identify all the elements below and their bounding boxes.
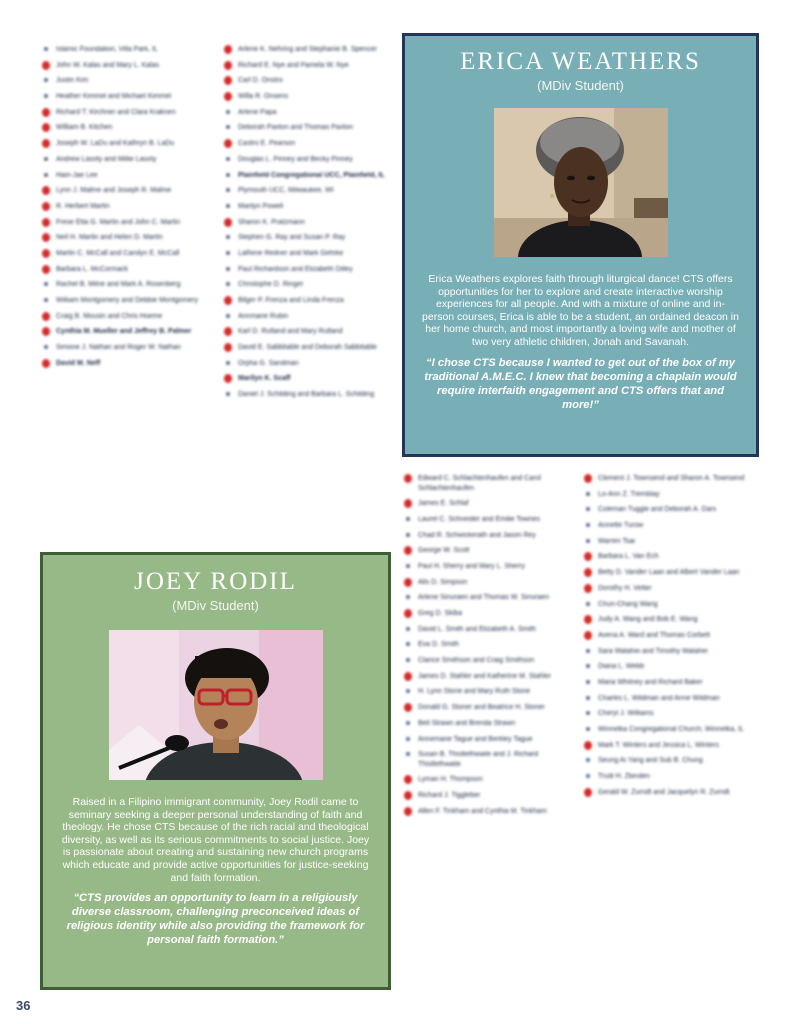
donor-list-item (40, 45, 218, 55)
heart-icon (404, 546, 412, 555)
donor-list-item (402, 640, 580, 650)
donor-list-item (222, 359, 392, 369)
donor-name: Judy A. Wang and Bob E. Wang (598, 616, 698, 624)
heart-icon (42, 139, 50, 148)
donor-name: John W. Kalas and Mary L. Kalas (56, 61, 160, 69)
donor-name: Barbara L. Van Ech (598, 553, 659, 561)
donor-name: James E. Schlaf (418, 500, 469, 508)
donor-list-item (222, 233, 392, 243)
donor-name: Laurel C. Schneider and Emilie Townes (418, 515, 541, 523)
heart-icon (584, 552, 592, 561)
donor-list-item (402, 625, 580, 635)
donor-list-item (402, 562, 580, 572)
donor-name: David L. Smith and Elizabeth A. Smith (418, 625, 536, 633)
bullet-icon (406, 533, 410, 537)
bullet-icon (406, 517, 410, 521)
donor-list-item (222, 327, 392, 337)
donor-list (40, 45, 218, 368)
bullet-icon (406, 595, 410, 599)
donor-name: Maria Whitney and Richard Baker (598, 678, 703, 686)
donor-name: Richard T. Kirchner and Clara Kraknen (56, 108, 176, 116)
donor-name: Martin C. McCall and Carolyn E. McCall (56, 249, 180, 257)
bullet-icon (406, 752, 410, 756)
donor-list-item (222, 249, 392, 259)
donor-name: Justin Kim (56, 77, 89, 85)
donor-list-item (222, 390, 392, 400)
bullet-icon (226, 204, 230, 208)
donor-name: Arlene K. Nehring and Stephanie B. Spencer (238, 46, 377, 53)
donor-name: Neil H. Martin and Helen D. Martin (56, 234, 163, 242)
donor-name: Susan B. Thistlethwaite and J. Richard Thistlethwaite (418, 751, 539, 768)
donor-list-item (402, 546, 580, 556)
heart-icon (224, 139, 232, 148)
donor-list-item (222, 343, 392, 353)
heart-icon (42, 327, 50, 336)
bullet-icon (586, 727, 590, 731)
heart-icon (224, 343, 232, 352)
donor-list-item (402, 750, 580, 769)
bullet-icon (226, 157, 230, 161)
donor-name: Edward C. Schlachtenhaufen and Carol Schlachtenhaufen (418, 475, 541, 492)
donor-list-item (582, 631, 754, 641)
heart-icon (584, 584, 592, 593)
donor-name: Chun-Chang Wang (598, 600, 658, 608)
donor-list-item (402, 499, 580, 509)
profile-name: JOEY RODIL (134, 568, 297, 595)
bullet-icon (406, 689, 410, 693)
donor-list-item (40, 61, 218, 71)
donor-list (582, 474, 754, 797)
donor-name: Arlene Papa (238, 108, 277, 116)
donor-name: Gerald W. Zurndt and Jacquelyn R. Zurndt (598, 788, 730, 796)
donor-list-item (222, 139, 392, 149)
donor-name: Bilger P. Frenza and Linda Frenza (238, 297, 344, 304)
bullet-icon (44, 298, 48, 302)
donor-name: Trudi H. Zbinden (598, 773, 650, 781)
donor-name: Barbara L. McCormack (56, 265, 128, 273)
donor-name: Andrew Lasoty and Millie Lasoty (56, 155, 157, 163)
heart-icon (42, 123, 50, 132)
donor-name: Karl D. Rutland and Mary Rutland (238, 328, 343, 336)
donor-list-item (40, 202, 218, 212)
bullet-icon (406, 737, 410, 741)
donor-name: Annette Turow (598, 522, 644, 530)
donor-name: Christophe D. Ringer (238, 281, 304, 289)
heart-icon (404, 578, 412, 587)
bullet-icon (44, 345, 48, 349)
donor-list-item (402, 474, 580, 493)
donor-list-item (40, 249, 218, 259)
bullet-icon (226, 282, 230, 286)
donor-name: Douglas L. Pinney and Becky Pinney (238, 155, 353, 163)
donor-name: Willa R. Onsens (238, 93, 289, 101)
bullet-icon (226, 110, 230, 114)
donor-list-item (40, 296, 218, 306)
donor-name: Richard J. Tiggleber (418, 792, 481, 800)
donor-name: Avena A. Ward and Thomas Corbett (598, 631, 710, 639)
donor-list-item (402, 807, 580, 817)
donor-name: Alis D. Simpson (418, 578, 468, 586)
donor-list-item (40, 233, 218, 243)
donor-list-item (40, 265, 218, 275)
donor-name: LaRene Redner and Mark Gehrke (238, 249, 344, 257)
heart-icon (42, 61, 50, 70)
donor-name: Betty D. Vander Laan and Albert Vander Laan (598, 569, 740, 577)
donor-name: R. Herbert Martin (56, 202, 110, 210)
donor-name: H. Lynn Stone and Mary Ruth Stone (418, 688, 531, 696)
donor-name: Winnetka Congregational Church, Winnetka, IL (598, 726, 744, 733)
donor-list-item (402, 515, 580, 525)
donor-name: Lynn J. Malme and Joseph R. Malme (56, 187, 172, 195)
donor-list-item (402, 775, 580, 785)
bullet-icon (226, 235, 230, 239)
profile-bio: Raised in a Filipino immigrant community, Joey Rodil came to seminary seeking a deeper personal understanding of faith and theology. He chose CTS because of the rich racial and theological diversity, as well as its serious commitments to social justice. Joey is passionate about creating and sustaining new church programs which educate and provide active opportunities for justice-seeking and faith formation. (61, 796, 370, 884)
profile-bio: Erica Weathers explores faith through liturgical dance! CTS offers opportunities for her to explore and create interactive worship experiences for all people. And with a mixture of online and in-person courses, Erica is able to be a student, an ordained deacon in her home church, and most importantly a loving wife and mother of two very athletic children, Jonah and Savanah. (422, 273, 739, 348)
profile-photo (494, 108, 668, 257)
donor-name: Coleman Tuggle and Deborah A. Dars (598, 506, 717, 514)
bullet-icon (44, 173, 48, 177)
heart-icon (584, 631, 592, 640)
donor-name: David M. Neff (56, 359, 101, 367)
donor-list-item (222, 374, 392, 384)
donor-list-item (402, 578, 580, 588)
donor-name: Sharon K. Pratzmann (238, 218, 305, 226)
donor-list-item (582, 725, 754, 735)
heart-icon (42, 265, 50, 274)
donor-list-item (40, 327, 218, 337)
heart-icon (404, 775, 412, 784)
donor-column-3 (402, 474, 580, 822)
donor-column-1 (40, 45, 218, 374)
heart-icon (404, 474, 412, 483)
bullet-icon (406, 627, 410, 631)
donor-list-item (40, 343, 218, 353)
bullet-icon (586, 602, 590, 606)
donor-list-item (222, 76, 392, 86)
donor-name: Daniel J. Schilding and Barbara L. Schilding (238, 391, 375, 399)
bullet-icon (44, 94, 48, 98)
donor-list-item (40, 171, 218, 181)
donor-name: Lo-Ann Z. Tremblay (598, 490, 660, 498)
donor-list-item (402, 719, 580, 729)
donor-column-2 (222, 45, 392, 406)
bullet-icon (226, 392, 230, 396)
heart-icon (42, 108, 50, 117)
bullet-icon (226, 125, 230, 129)
bullet-icon (44, 78, 48, 82)
bullet-icon (226, 188, 230, 192)
bullet-icon (586, 758, 590, 762)
bullet-icon (226, 314, 230, 318)
donor-column-4 (582, 474, 754, 803)
donor-list-item (402, 609, 580, 619)
donor-name: Chad R. Schwickerath and Jason Rey (418, 531, 536, 539)
profile-name: ERICA WEATHERS (460, 48, 701, 75)
bullet-icon (44, 47, 48, 51)
donor-list-item (40, 218, 218, 228)
bullet-icon (586, 774, 590, 778)
donor-name: Orpha G. Sandman (238, 359, 299, 367)
donor-name: Hain-Jae Lee (56, 171, 98, 179)
donor-list-item (402, 703, 580, 713)
donor-list (402, 474, 580, 816)
heart-icon (584, 615, 592, 624)
heart-icon (42, 312, 50, 321)
heart-icon (224, 327, 232, 336)
donor-name: Greg D. Skiba (418, 610, 462, 617)
donor-list-item (582, 521, 754, 531)
profile-role: (MDiv Student) (172, 598, 259, 613)
donor-list-item (582, 600, 754, 610)
donor-list-item (40, 359, 218, 369)
bullet-icon (586, 539, 590, 543)
donor-name: Paul Richardson and Elizabeth Dilley (238, 265, 353, 273)
donor-name: Richard E. Nye and Pamela W. Nye (238, 61, 349, 69)
donor-name: William Montgomery and Debbie Montgomery (56, 297, 198, 304)
bullet-icon (226, 267, 230, 271)
bullet-icon (406, 721, 410, 725)
profile-quote: “CTS provides an opportunity to learn in a religiously diverse classroom, challenging preconceived ideas of religious identity while also providing the framework for personal faith formation.” (66, 892, 365, 947)
bullet-icon (226, 251, 230, 255)
donor-list-item (582, 615, 754, 625)
donor-list-item (582, 756, 754, 766)
donor-list-item (222, 92, 392, 102)
donor-name: William B. Kitchen (56, 124, 113, 132)
heart-icon (224, 92, 232, 101)
donor-list-item (402, 791, 580, 801)
donor-name: Paul H. Sherry and Mary L. Sherry (418, 562, 525, 570)
donor-list-item (582, 772, 754, 782)
bullet-icon (226, 361, 230, 365)
heart-icon (404, 672, 412, 681)
donor-list-item (222, 296, 392, 306)
heart-icon (584, 788, 592, 797)
donor-name: Simone J. Nathan and Roger W. Nathan (56, 344, 181, 352)
donor-name: Dorothy H. Vetter (598, 584, 652, 592)
donor-list-item (582, 662, 754, 672)
donor-list-item (582, 474, 754, 484)
bullet-icon (406, 658, 410, 662)
donor-name: Allen F. Tinkham and Cynthia M. Tinkham (418, 807, 547, 815)
donor-name: Heather Kimmel and Michael Kimmel (56, 93, 172, 101)
donor-list-item (582, 709, 754, 719)
donor-name: Deborah Paxton and Thomas Paxton (238, 124, 354, 132)
bullet-icon (586, 696, 590, 700)
donor-list-item (222, 312, 392, 322)
heart-icon (224, 45, 232, 54)
heart-icon (584, 568, 592, 577)
donor-name: George W. Scott (418, 547, 470, 555)
heart-icon (404, 499, 412, 508)
bullet-icon (586, 711, 590, 715)
donor-list-item (582, 647, 754, 657)
donor-name: Cheryl J. Williams (598, 710, 654, 718)
bullet-icon (586, 680, 590, 684)
heart-icon (584, 741, 592, 750)
donor-list-item (40, 280, 218, 290)
heart-icon (42, 202, 50, 211)
donor-name: Lyman H. Thompson (418, 776, 483, 784)
donor-list-item (402, 672, 580, 682)
donor-list-item (222, 265, 392, 275)
donor-list-item (222, 218, 392, 228)
donor-name: Mark T. Winters and Jessica L. Winters (598, 741, 719, 749)
profile-quote: “I chose CTS because I wanted to get out of the box of my traditional A.M.E.C. I knew that becoming a chaplain would require interfaith engagement and CTS offers that and more!” (424, 356, 737, 411)
bullet-icon (586, 507, 590, 511)
donor-list-item (582, 741, 754, 751)
donor-list-item (222, 108, 392, 118)
heart-icon (404, 703, 412, 712)
donor-name: Annmarie Rubin (238, 312, 289, 320)
heart-icon (224, 61, 232, 70)
bullet-icon (586, 523, 590, 527)
donor-name: Rachel B. Milne and Mark A. Rosenberg (56, 281, 181, 289)
donor-name: Bell Strawn and Brenda Strawn (418, 719, 516, 727)
donor-list-item (222, 123, 392, 133)
heart-icon (42, 249, 50, 258)
heart-icon (42, 186, 50, 195)
donor-list-item (222, 280, 392, 290)
bullet-icon (44, 282, 48, 286)
donor-name: Charles L. Wildman and Anne Wildman (598, 694, 720, 702)
bullet-icon (406, 564, 410, 568)
heart-icon (42, 218, 50, 227)
donor-name: Islamic Foundation, Villa Park, IL (56, 46, 158, 53)
donor-list-item (402, 593, 580, 603)
bullet-icon (586, 664, 590, 668)
profile-card-erica (402, 33, 759, 457)
donor-name: Warren Tsai (598, 537, 635, 545)
donor-name: Craig B. Mousin and Chris Hoeme (56, 312, 163, 320)
donor-list-item (222, 186, 392, 196)
donor-list (222, 45, 392, 400)
donor-name: Sara Watahei and Timothy Watahei (598, 647, 708, 655)
bullet-icon (44, 157, 48, 161)
profile-card-joey (40, 552, 391, 990)
donor-list-item (402, 735, 580, 745)
bullet-icon (586, 492, 590, 496)
donor-name: Seung Ai Yang and Sub B. Chung (598, 757, 703, 765)
donor-list-item (402, 656, 580, 666)
donor-list-item (582, 537, 754, 547)
donor-list-item (402, 531, 580, 541)
donor-list-item (222, 155, 392, 165)
donor-name: James D. Stahler and Katherine M. Stahler (418, 672, 552, 680)
donor-name: Clarice Smithson and Craig Smithson (418, 657, 535, 665)
donor-name: Arlene Sinuraen and Thomas W. Sinuraen (418, 594, 550, 602)
donor-list-item (40, 312, 218, 322)
heart-icon (42, 233, 50, 242)
donor-list-item (582, 678, 754, 688)
donor-list-item (40, 155, 218, 165)
donor-list-item (222, 61, 392, 71)
donor-list-item (40, 76, 218, 86)
donor-list-item (582, 552, 754, 562)
profile-photo (109, 630, 323, 780)
donor-name: David E. Sabbitable and Deborah Sabbitable (238, 344, 377, 352)
donor-name: Plainfield Congregational UCC, Plainfield, IL (238, 171, 385, 179)
donor-name: Marilyn Powell (238, 202, 284, 210)
donor-name: Plymouth UCC, Milwaukee, WI (238, 187, 334, 195)
donor-name: Donald G. Stoner and Beatrice H. Stoner (418, 704, 545, 712)
heart-icon (224, 296, 232, 305)
donor-name: Carl D. Onstro (238, 77, 283, 85)
bullet-icon (586, 649, 590, 653)
donor-list-item (40, 186, 218, 196)
donor-list-item (40, 139, 218, 149)
donor-name: Joseph W. LaDu and Kathryn B. LaDu (56, 140, 175, 148)
donor-list-item (582, 505, 754, 515)
donor-name: Castro E. Pearson (238, 140, 296, 148)
donor-name: Clement J. Townsend and Sharon A. Townsend (598, 475, 745, 482)
donor-name: Diana L. Webb (598, 663, 645, 671)
donor-list-item (582, 490, 754, 500)
heart-icon (224, 374, 232, 383)
donor-name: Annemarie Tague and Berkley Tague (418, 735, 533, 743)
donor-list-item (582, 694, 754, 704)
page-number: 36 (16, 998, 31, 1013)
donor-list-item (222, 45, 392, 55)
heart-icon (404, 791, 412, 800)
bullet-icon (406, 642, 410, 646)
heart-icon (404, 807, 412, 816)
donor-name: Marilyn K. Scaff (238, 375, 291, 383)
donor-list-item (402, 687, 580, 697)
heart-icon (404, 609, 412, 618)
donor-list-item (40, 123, 218, 133)
donor-list-item (582, 584, 754, 594)
heart-icon (584, 474, 592, 483)
donor-list-item (582, 568, 754, 578)
profile-role: (MDiv Student) (537, 78, 624, 93)
heart-icon (224, 218, 232, 227)
donor-name: Eva D. Smith (418, 641, 459, 649)
donor-name: Frese Etta G. Martin and John C. Martin (56, 218, 181, 226)
donor-list-item (222, 171, 392, 181)
donor-list-item (40, 92, 218, 102)
donor-list-item (40, 108, 218, 118)
donor-list-item (582, 788, 754, 798)
donor-list-item (222, 202, 392, 212)
heart-icon (224, 76, 232, 85)
donor-name: Cynthia M. Mueller and Jeffrey B. Palmer (56, 328, 192, 336)
bullet-icon (226, 173, 230, 177)
donor-name: Stephen G. Ray and Susan P. Ray (238, 234, 346, 242)
heart-icon (42, 359, 50, 368)
